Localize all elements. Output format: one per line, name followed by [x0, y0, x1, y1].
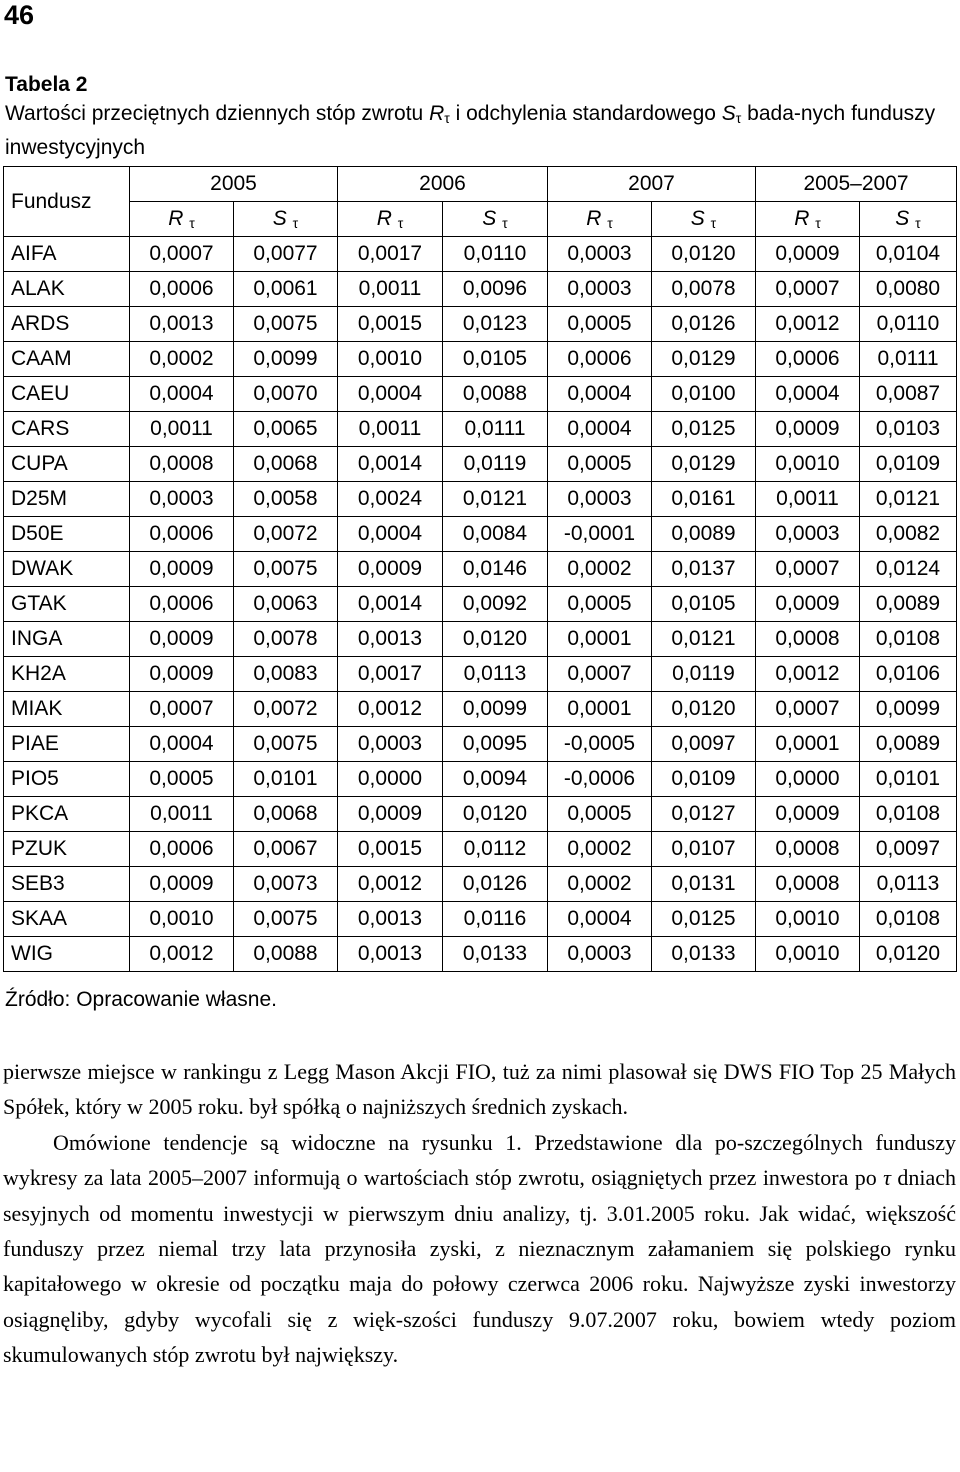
value-cell: 0,0007 — [130, 237, 234, 272]
value-cell: 0,0077 — [234, 237, 338, 272]
value-cell: 0,0073 — [234, 867, 338, 902]
value-cell: 0,0014 — [338, 587, 443, 622]
value-cell: 0,0013 — [338, 902, 443, 937]
value-cell: 0,0110 — [443, 237, 548, 272]
value-cell: 0,0004 — [756, 377, 860, 412]
value-cell: 0,0112 — [443, 832, 548, 867]
value-cell: 0,0024 — [338, 482, 443, 517]
value-cell: 0,0004 — [338, 377, 443, 412]
value-cell: 0,0113 — [860, 867, 957, 902]
table-title — [5, 99, 955, 162]
value-cell: 0,0007 — [756, 552, 860, 587]
measure-letter: R — [376, 207, 392, 230]
value-cell: 0,0101 — [234, 762, 338, 797]
value-cell: 0,0133 — [443, 937, 548, 972]
value-cell: 0,0082 — [860, 517, 957, 552]
value-cell: 0,0110 — [860, 307, 957, 342]
value-cell: 0,0106 — [860, 657, 957, 692]
value-cell: 0,0003 — [548, 937, 652, 972]
value-cell: 0,0012 — [130, 937, 234, 972]
value-cell: 0,0078 — [234, 622, 338, 657]
tau-subscript: τ — [710, 215, 717, 231]
value-cell: 0,0146 — [443, 552, 548, 587]
tau-subscript: τ — [607, 215, 613, 231]
value-cell: 0,0099 — [443, 692, 548, 727]
value-cell: 0,0012 — [338, 692, 443, 727]
s-letter: S — [721, 102, 736, 125]
value-cell: 0,0007 — [130, 692, 234, 727]
value-cell: 0,0070 — [234, 377, 338, 412]
value-cell: 0,0008 — [756, 622, 860, 657]
value-cell: 0,0099 — [234, 342, 338, 377]
value-cell: 0,0003 — [548, 482, 652, 517]
value-cell: 0,0010 — [756, 902, 860, 937]
value-cell: 0,0100 — [652, 377, 756, 412]
value-cell: 0,0108 — [860, 902, 957, 937]
value-cell: 0,0008 — [130, 447, 234, 482]
fund-name-cell: GTAK — [4, 587, 130, 622]
fund-name-cell: INGA — [4, 622, 130, 657]
tau-subscript: τ — [915, 215, 921, 231]
value-cell: 0,0012 — [756, 307, 860, 342]
source-note: Źródło: Opracowanie własne. — [5, 988, 277, 1011]
value-cell: 0,0096 — [443, 272, 548, 307]
fund-name-cell: PKCA — [4, 797, 130, 832]
value-cell: 0,0129 — [652, 447, 756, 482]
value-cell: 0,0006 — [548, 342, 652, 377]
value-cell: 0,0084 — [443, 517, 548, 552]
value-cell: 0,0126 — [652, 307, 756, 342]
tau-subscript: τ — [189, 215, 195, 231]
tau-subscript: τ — [397, 215, 404, 231]
value-cell: 0,0125 — [652, 412, 756, 447]
value-cell: 0,0099 — [860, 692, 957, 727]
value-cell: 0,0119 — [443, 447, 548, 482]
value-cell: -0,0005 — [548, 727, 652, 762]
value-cell: 0,0121 — [860, 482, 957, 517]
measure-header — [234, 202, 338, 237]
value-cell: 0,0012 — [756, 657, 860, 692]
value-cell: 0,0012 — [338, 867, 443, 902]
measure-header — [652, 202, 756, 237]
value-cell: 0,0124 — [860, 552, 957, 587]
value-cell: 0,0003 — [548, 272, 652, 307]
value-cell: 0,0075 — [234, 727, 338, 762]
fund-name-cell: CARS — [4, 412, 130, 447]
measure-letter: R — [794, 207, 810, 230]
value-cell: 0,0014 — [338, 447, 443, 482]
fund-name-cell: SEB3 — [4, 867, 130, 902]
body-text — [3, 1054, 956, 1373]
paragraph — [3, 1125, 956, 1373]
value-cell: 0,0006 — [130, 517, 234, 552]
table-row — [4, 307, 957, 342]
value-cell: 0,0008 — [756, 867, 860, 902]
value-cell: 0,0127 — [652, 797, 756, 832]
value-cell: 0,0129 — [652, 342, 756, 377]
value-cell: 0,0116 — [443, 902, 548, 937]
value-cell: 0,0010 — [756, 937, 860, 972]
value-cell: 0,0001 — [756, 727, 860, 762]
value-cell: 0,0003 — [338, 727, 443, 762]
value-cell: 0,0105 — [443, 342, 548, 377]
value-cell: 0,0063 — [234, 587, 338, 622]
value-cell: 0,0075 — [234, 552, 338, 587]
value-cell: 0,0015 — [338, 832, 443, 867]
value-cell: 0,0101 — [860, 762, 957, 797]
value-cell: 0,0005 — [130, 762, 234, 797]
fund-name-cell: MIAK — [4, 692, 130, 727]
value-cell: 0,0088 — [443, 377, 548, 412]
table-body — [4, 237, 957, 972]
s-tau-symbol — [722, 102, 742, 125]
value-cell: 0,0109 — [860, 447, 957, 482]
year-header: 2005–2007 — [756, 167, 957, 202]
fund-column-header: Fundusz — [4, 167, 130, 237]
value-cell: 0,0104 — [860, 237, 957, 272]
value-cell: 0,0120 — [443, 622, 548, 657]
r-letter: R — [429, 102, 445, 125]
tau-subscript: τ — [444, 110, 450, 126]
measure-header — [756, 202, 860, 237]
table-row — [4, 692, 957, 727]
value-cell: 0,0109 — [652, 762, 756, 797]
tau-subscript: τ — [735, 110, 742, 126]
measure-header — [130, 202, 234, 237]
value-cell: 0,0121 — [652, 622, 756, 657]
value-cell: 0,0000 — [338, 762, 443, 797]
value-cell: 0,0007 — [756, 272, 860, 307]
year-header-row — [4, 167, 957, 202]
value-cell: -0,0006 — [548, 762, 652, 797]
measure-letter: S — [895, 207, 910, 230]
value-cell: 0,0089 — [652, 517, 756, 552]
value-cell: 0,0015 — [338, 307, 443, 342]
value-cell: 0,0120 — [652, 692, 756, 727]
year-header: 2006 — [338, 167, 548, 202]
value-cell: 0,0011 — [130, 412, 234, 447]
paragraph-text: dniach sesyjnych od momentu inwestycji w pierwszym dniu analizy, tj. 3.01.2005 roku. Jak widać, większość funduszy przez niemal trzy lata przynosiła zyski, z nieznacznym załamaniem się polskiego rynku kapitałowego w okresie od początku maja do połowy czerwca 2006 roku. Najwyższe zyski inwestorzy osiągnęliby, gdyby wycofali się z więk-szości funduszy 9.07.2007 roku, bowiem wtedy poziom skumulowanych stóp zwrotu był największy. — [3, 1165, 956, 1368]
value-cell: 0,0006 — [130, 272, 234, 307]
table-row — [4, 902, 957, 937]
value-cell: 0,0095 — [443, 727, 548, 762]
measure-letter: S — [690, 207, 705, 230]
value-cell: 0,0004 — [130, 377, 234, 412]
value-cell: 0,0120 — [860, 937, 957, 972]
fund-name-cell: CUPA — [4, 447, 130, 482]
tau-subscript: τ — [502, 215, 508, 231]
value-cell: 0,0137 — [652, 552, 756, 587]
value-cell: 0,0072 — [234, 517, 338, 552]
value-cell: 0,0061 — [234, 272, 338, 307]
returns-table — [3, 166, 957, 972]
value-cell: 0,0005 — [548, 307, 652, 342]
paragraph: pierwsze miejsce w rankingu z Legg Mason Akcji FIO, tuż za nimi plasował się DWS FIO Top 25 Małych Spółek, który w 2005 roku. był spółką o najniższych średnich zyskach. — [3, 1059, 956, 1120]
value-cell: 0,0002 — [130, 342, 234, 377]
value-cell: 0,0009 — [338, 797, 443, 832]
table-row — [4, 622, 957, 657]
value-cell: 0,0004 — [338, 517, 443, 552]
value-cell: 0,0092 — [443, 587, 548, 622]
table-row — [4, 377, 957, 412]
value-cell: 0,0005 — [548, 587, 652, 622]
value-cell: 0,0009 — [756, 412, 860, 447]
value-cell: 0,0001 — [548, 692, 652, 727]
value-cell: 0,0009 — [130, 622, 234, 657]
value-cell: 0,0007 — [756, 692, 860, 727]
value-cell: 0,0000 — [756, 762, 860, 797]
measure-header — [860, 202, 957, 237]
table-row — [4, 412, 957, 447]
value-cell: 0,0072 — [234, 692, 338, 727]
value-cell: 0,0009 — [756, 237, 860, 272]
fund-name-cell: AIFA — [4, 237, 130, 272]
value-cell: 0,0013 — [130, 307, 234, 342]
value-cell: 0,0010 — [338, 342, 443, 377]
value-cell: 0,0075 — [234, 307, 338, 342]
value-cell: 0,0120 — [652, 237, 756, 272]
value-cell: 0,0011 — [338, 272, 443, 307]
table-row — [4, 727, 957, 762]
table-row — [4, 552, 957, 587]
value-cell: 0,0003 — [130, 482, 234, 517]
value-cell: 0,0089 — [860, 727, 957, 762]
year-header: 2005 — [130, 167, 338, 202]
value-cell: 0,0002 — [548, 867, 652, 902]
value-cell: 0,0010 — [756, 447, 860, 482]
value-cell: 0,0005 — [548, 447, 652, 482]
value-cell: 0,0089 — [860, 587, 957, 622]
value-cell: 0,0094 — [443, 762, 548, 797]
tau-symbol: τ — [883, 1165, 891, 1191]
table-row — [4, 762, 957, 797]
value-cell: 0,0111 — [860, 342, 957, 377]
table-row — [4, 447, 957, 482]
value-cell: 0,0017 — [338, 237, 443, 272]
value-cell: 0,0078 — [652, 272, 756, 307]
value-cell: 0,0075 — [234, 902, 338, 937]
value-cell: 0,0009 — [338, 552, 443, 587]
fund-name-cell: PIAE — [4, 727, 130, 762]
value-cell: 0,0133 — [652, 937, 756, 972]
value-cell: 0,0108 — [860, 797, 957, 832]
value-cell: 0,0125 — [652, 902, 756, 937]
measure-letter: R — [586, 207, 602, 230]
value-cell: 0,0067 — [234, 832, 338, 867]
value-cell: 0,0058 — [234, 482, 338, 517]
value-cell: 0,0017 — [338, 657, 443, 692]
fund-name-cell: CAEU — [4, 377, 130, 412]
value-cell: 0,0009 — [756, 797, 860, 832]
fund-name-cell: CAAM — [4, 342, 130, 377]
fund-name-cell: ARDS — [4, 307, 130, 342]
value-cell: 0,0009 — [756, 587, 860, 622]
year-header: 2007 — [548, 167, 756, 202]
tau-subscript: τ — [292, 215, 299, 231]
value-cell: 0,0108 — [860, 622, 957, 657]
value-cell: 0,0126 — [443, 867, 548, 902]
value-cell: 0,0002 — [548, 552, 652, 587]
measure-letter: S — [272, 207, 287, 230]
table-row — [4, 272, 957, 307]
table-label: Tabela 2 — [5, 73, 88, 96]
value-cell: 0,0008 — [756, 832, 860, 867]
tau-subscript: τ — [815, 215, 821, 231]
measure-header — [548, 202, 652, 237]
value-cell: 0,0003 — [756, 517, 860, 552]
table-caption — [5, 70, 955, 162]
value-cell: 0,0006 — [130, 832, 234, 867]
value-cell: 0,0009 — [130, 867, 234, 902]
measure-letter: S — [482, 207, 497, 230]
table-row — [4, 587, 957, 622]
value-cell: 0,0097 — [652, 727, 756, 762]
title-text-2: i odchylenia standardowego — [449, 102, 722, 125]
measure-header — [443, 202, 548, 237]
fund-name-cell: SKAA — [4, 902, 130, 937]
fund-name-cell: ALAK — [4, 272, 130, 307]
table-row — [4, 517, 957, 552]
value-cell: 0,0161 — [652, 482, 756, 517]
value-cell: 0,0131 — [652, 867, 756, 902]
measure-header — [338, 202, 443, 237]
value-cell: 0,0087 — [860, 377, 957, 412]
value-cell: 0,0004 — [548, 377, 652, 412]
table-row — [4, 797, 957, 832]
value-cell: 0,0011 — [756, 482, 860, 517]
value-cell: 0,0107 — [652, 832, 756, 867]
value-cell: 0,0097 — [860, 832, 957, 867]
value-cell: 0,0065 — [234, 412, 338, 447]
value-cell: 0,0111 — [443, 412, 548, 447]
value-cell: 0,0002 — [548, 832, 652, 867]
fund-name-cell: D25M — [4, 482, 130, 517]
table-row — [4, 237, 957, 272]
value-cell: 0,0068 — [234, 447, 338, 482]
table-row — [4, 482, 957, 517]
value-cell: 0,0120 — [443, 797, 548, 832]
table-row — [4, 657, 957, 692]
value-cell: 0,0006 — [756, 342, 860, 377]
value-cell: 0,0009 — [130, 657, 234, 692]
value-cell: 0,0004 — [130, 727, 234, 762]
table-row — [4, 342, 957, 377]
value-cell: 0,0068 — [234, 797, 338, 832]
value-cell: 0,0113 — [443, 657, 548, 692]
paragraph-text: Omówione tendencje są widoczne na rysunku 1. Przedstawione dla po-szczególnych funduszy wykresy za lata 2005–2007 informują o wartościach stóp zwrotu, osiągniętych przez inwestora po — [3, 1129, 956, 1191]
r-tau-symbol — [429, 102, 450, 125]
value-cell: 0,0004 — [548, 902, 652, 937]
value-cell: 0,0083 — [234, 657, 338, 692]
measure-header-row — [4, 202, 957, 237]
value-cell: 0,0003 — [548, 237, 652, 272]
value-cell: 0,0011 — [130, 797, 234, 832]
table-row — [4, 867, 957, 902]
value-cell: 0,0005 — [548, 797, 652, 832]
value-cell: 0,0119 — [652, 657, 756, 692]
value-cell: 0,0013 — [338, 937, 443, 972]
value-cell: 0,0001 — [548, 622, 652, 657]
table-row — [4, 937, 957, 972]
title-text-1: Wartości przeciętnych dziennych stóp zwrotu — [5, 102, 430, 125]
value-cell: 0,0088 — [234, 937, 338, 972]
fund-name-cell: PIO5 — [4, 762, 130, 797]
value-cell: 0,0006 — [130, 587, 234, 622]
fund-name-cell: KH2A — [4, 657, 130, 692]
fund-name-cell: PZUK — [4, 832, 130, 867]
table-row — [4, 832, 957, 867]
value-cell: 0,0007 — [548, 657, 652, 692]
page-number: 46 — [4, 0, 35, 30]
value-cell: 0,0004 — [548, 412, 652, 447]
value-cell: -0,0001 — [548, 517, 652, 552]
value-cell: 0,0121 — [443, 482, 548, 517]
value-cell: 0,0103 — [860, 412, 957, 447]
title-text-3: bada-nych funduszy inwestycyjnych — [5, 102, 936, 159]
value-cell: 0,0105 — [652, 587, 756, 622]
value-cell: 0,0080 — [860, 272, 957, 307]
fund-name-cell: DWAK — [4, 552, 130, 587]
value-cell: 0,0123 — [443, 307, 548, 342]
value-cell: 0,0010 — [130, 902, 234, 937]
value-cell: 0,0011 — [338, 412, 443, 447]
measure-letter: R — [168, 207, 184, 230]
value-cell: 0,0013 — [338, 622, 443, 657]
fund-name-cell: WIG — [4, 937, 130, 972]
fund-name-cell: D50E — [4, 517, 130, 552]
value-cell: 0,0009 — [130, 552, 234, 587]
